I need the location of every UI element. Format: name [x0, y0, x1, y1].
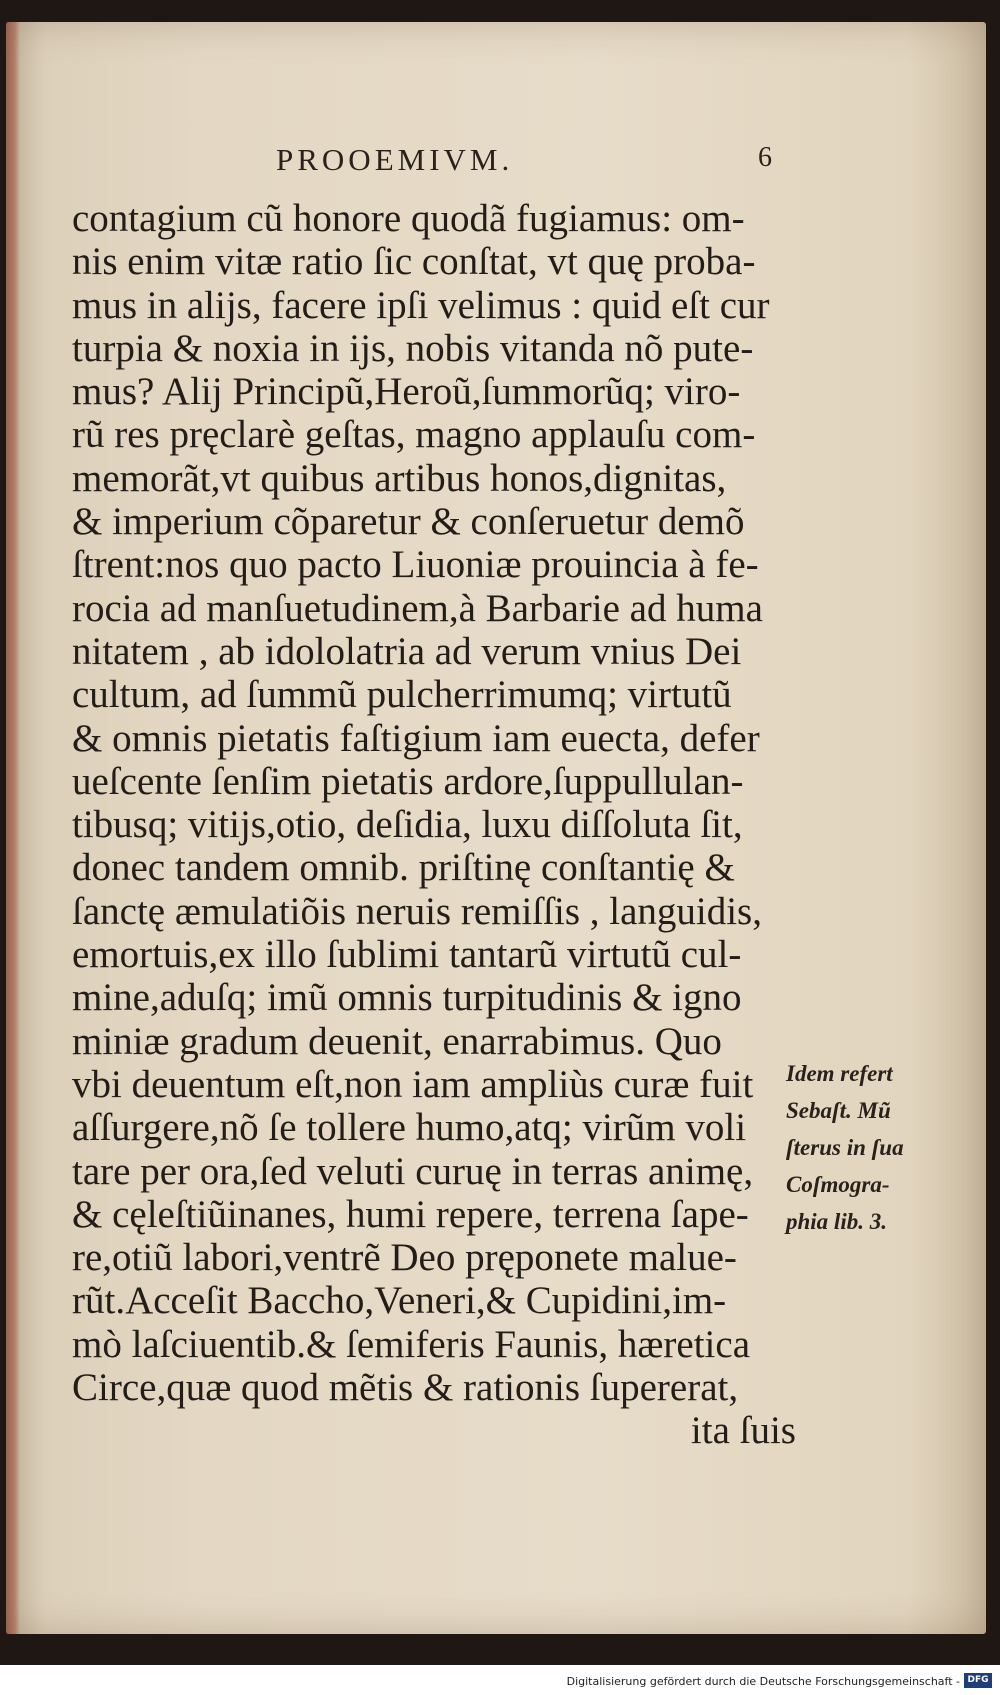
text-line: aſſurgere,nõ ſe tollere humo,atq; virũm voli [72, 1106, 747, 1150]
running-title: PROOEMIVM. [276, 142, 514, 177]
text-line: rũt.Acceſit Baccho,Veneri,& Cupidini,im- [72, 1279, 727, 1323]
catchword: ita ſuis [690, 1409, 796, 1453]
dfg-logo: DFG [964, 1673, 992, 1688]
text-line: & omnis pietatis faſtigium iam euecta, defer [72, 716, 760, 760]
text-line: emortuis,ex illo ſublimi tantarũ virtutũ cul- [72, 933, 742, 977]
text-line: ſanctę æmulatiõis neruis remiſſis , languidis, [72, 889, 762, 933]
footer-bar [0, 1668, 1000, 1695]
text-line: rocia ad manſuetudinem,à Barbarie ad huma [72, 586, 763, 630]
text-line: donec tandem omnib. priſtinę conſtantię & [72, 846, 735, 890]
text-line: mò laſciuentib.& ſemiferis Faunis, hæretica [72, 1322, 751, 1366]
text-line: memorãt,vt quibus artibus honos,dignitas, [72, 456, 727, 500]
body-text [72, 197, 802, 1453]
marginal-note-line: Idem refert [786, 1061, 893, 1086]
marginal-note [786, 1055, 936, 1240]
footer-credit: Digitalisierung gefördert durch die Deutsche Forschungsgemeinschaft - [566, 1675, 960, 1688]
text-line: contagium cũ honore quodã fugiamus: om- [72, 197, 745, 240]
text-line: ſtrent:nos quo pacto Liuoniæ prouincia à fe- [72, 543, 759, 587]
book-page [6, 22, 986, 1634]
text-line: mus? Alij Principũ,Heroũ,ſummorũq; viro- [72, 370, 741, 414]
text-line: mus in alijs, facere ipſi velimus : quid eſt cur [72, 283, 770, 327]
text-line: cultum, ad ſummũ pulcherrimumq; virtutũ [72, 673, 732, 717]
text-line: vbi deuentum eſt,non iam ampliùs curæ fuit [72, 1062, 754, 1106]
marginal-note-line: phia lib. 3. [786, 1209, 887, 1234]
text-line: miniæ gradum deuenit, enarrabimus. Quo [72, 1019, 722, 1063]
page-number: 6 [758, 142, 772, 173]
text-line: mine,aduſq; imũ omnis turpitudinis & igno [72, 976, 742, 1020]
text-line: tibusq; vitijs,otio, deſidia, luxu diſſoluta ſit, [72, 803, 743, 847]
text-line: turpia & noxia in ijs, nobis vitanda nõ pute- [72, 326, 754, 370]
marginal-note-line: Coſmogra- [786, 1172, 890, 1197]
text-line: nis enim vitæ ratio ſic conſtat, vt quę proba- [72, 240, 756, 284]
text-line: ueſcente ſenſim pietatis ardore,ſuppullulan- [72, 759, 744, 803]
text-line: nitatem , ab idololatria ad verum vnius Dei [72, 629, 742, 673]
text-line: & imperium cõparetur & conſeruetur demõ [72, 500, 745, 544]
text-line: Circe,quæ quod mẽtis & rationis ſupererat, [72, 1366, 739, 1410]
text-line: rũ res pręclarè geſtas, magno applauſu com- [72, 413, 756, 457]
text-line: & cęleſtiũinanes, humi repere, terrena ſape- [72, 1192, 749, 1236]
text-line: re,otiũ labori,ventrẽ Deo pręponete malue- [72, 1236, 737, 1280]
text-line: tare per ora,ſed veluti curuę in terras animę, [72, 1149, 754, 1193]
marginal-note-line: Sebaſt. Mũ [786, 1098, 891, 1123]
marginal-note-line: ſterus in ſua [786, 1135, 904, 1160]
